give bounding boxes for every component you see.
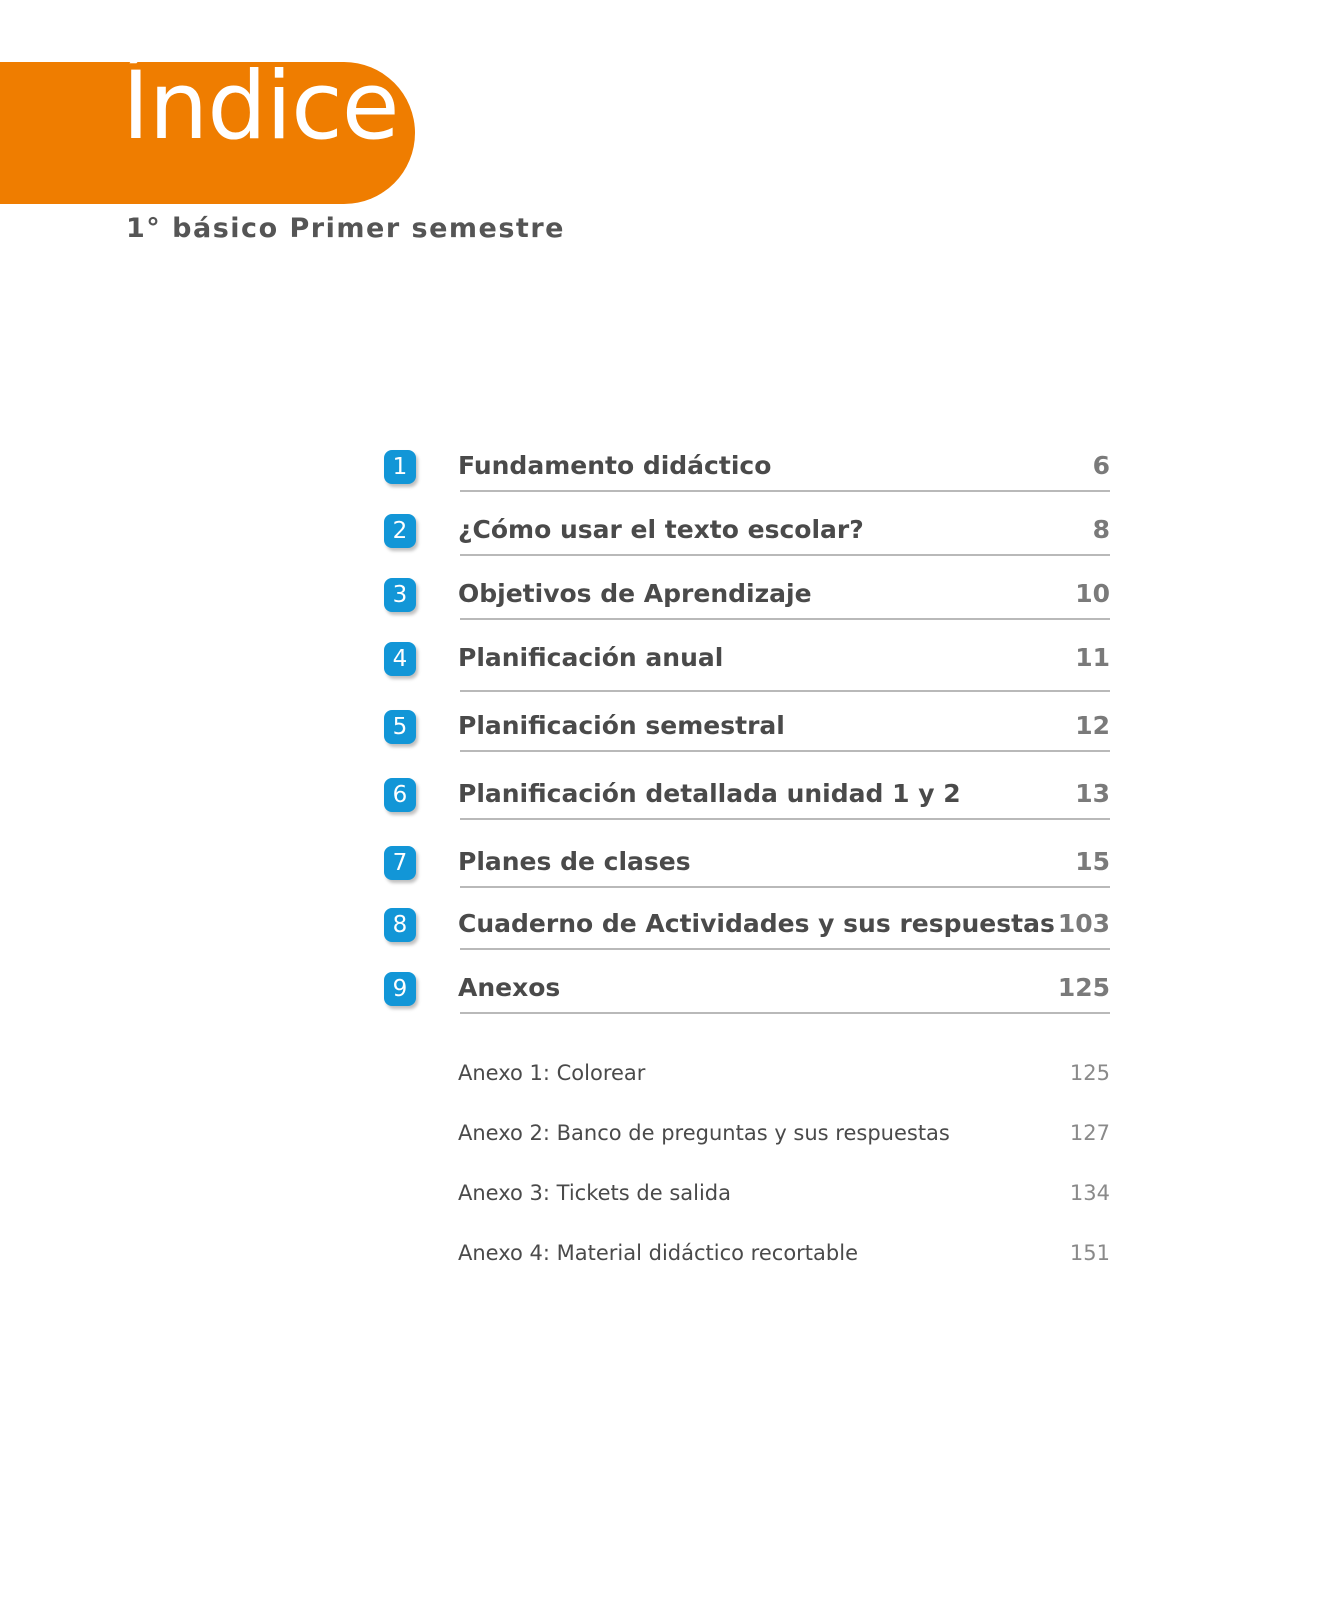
divider <box>460 1012 1110 1014</box>
chapter-number-badge: 3 <box>384 578 416 612</box>
toc-entry-6[interactable] <box>384 774 1110 820</box>
toc-entry-page: 12 <box>1075 711 1110 740</box>
toc-entry-title: Planificación anual <box>458 643 724 672</box>
toc-entry-5[interactable] <box>384 706 1110 752</box>
annex-title: Anexo 2: Banco de preguntas y sus respuestas <box>458 1121 950 1145</box>
toc-entry-title: Anexos <box>458 973 561 1002</box>
annex-title: Anexo 3: Tickets de salida <box>458 1181 731 1205</box>
annex-entry-1[interactable] <box>458 1056 1110 1090</box>
toc-entry-title: Fundamento didáctico <box>458 451 772 480</box>
divider <box>460 490 1110 492</box>
toc-entry-8[interactable] <box>384 904 1110 950</box>
page-subtitle: 1° básico Primer semestre <box>126 213 565 244</box>
divider <box>460 618 1110 620</box>
toc-entry-page: 125 <box>1057 973 1110 1002</box>
chapter-number-badge: 2 <box>384 514 416 548</box>
divider <box>460 886 1110 888</box>
chapter-number-badge: 6 <box>384 778 416 812</box>
toc-entry-title: Objetivos de Aprendizaje <box>458 579 812 608</box>
toc-entry-2[interactable] <box>384 510 1110 556</box>
annex-entry-3[interactable] <box>458 1176 1110 1210</box>
toc-entry-title: ¿Cómo usar el texto escolar? <box>458 515 864 544</box>
chapter-number-badge: 1 <box>384 450 416 484</box>
annex-page: 125 <box>1069 1061 1110 1085</box>
toc-entry-title: Planes de clases <box>458 847 691 876</box>
chapter-number-badge: 8 <box>384 908 416 942</box>
annex-title: Anexo 4: Material didáctico recortable <box>458 1241 858 1265</box>
annex-entry-4[interactable] <box>458 1236 1110 1270</box>
toc-entry-7[interactable] <box>384 842 1110 888</box>
toc-entry-page: 15 <box>1075 847 1110 876</box>
toc-entry-page: 6 <box>1092 451 1110 480</box>
toc-entry-title: Cuaderno de Actividades y sus respuestas <box>458 909 1055 938</box>
divider <box>460 690 1110 692</box>
annex-page: 151 <box>1069 1241 1110 1265</box>
annex-page: 134 <box>1069 1181 1110 1205</box>
chapter-number-badge: 4 <box>384 642 416 676</box>
toc-entry-title: Planificación detallada unidad 1 y 2 <box>458 779 961 808</box>
toc-entry-page: 13 <box>1075 779 1110 808</box>
annex-title: Anexo 1: Colorear <box>458 1061 646 1085</box>
toc-entry-title: Planificación semestral <box>458 711 785 740</box>
page-title: Índice <box>122 52 399 161</box>
toc-entry-9[interactable] <box>384 968 1110 1014</box>
annex-entry-2[interactable] <box>458 1116 1110 1150</box>
divider <box>460 948 1110 950</box>
chapter-number-badge: 7 <box>384 846 416 880</box>
chapter-number-badge: 5 <box>384 710 416 744</box>
toc-entry-page: 11 <box>1075 643 1110 672</box>
toc-entry-1[interactable] <box>384 446 1110 492</box>
divider <box>460 750 1110 752</box>
divider <box>460 554 1110 556</box>
toc-entry-3[interactable] <box>384 574 1110 620</box>
toc-entry-page: 8 <box>1092 515 1110 544</box>
toc-entry-page: 10 <box>1075 579 1110 608</box>
divider <box>460 818 1110 820</box>
annex-page: 127 <box>1069 1121 1110 1145</box>
toc-entry-page: 103 <box>1057 909 1110 938</box>
chapter-number-badge: 9 <box>384 972 416 1006</box>
toc-entry-4[interactable] <box>384 638 1110 684</box>
